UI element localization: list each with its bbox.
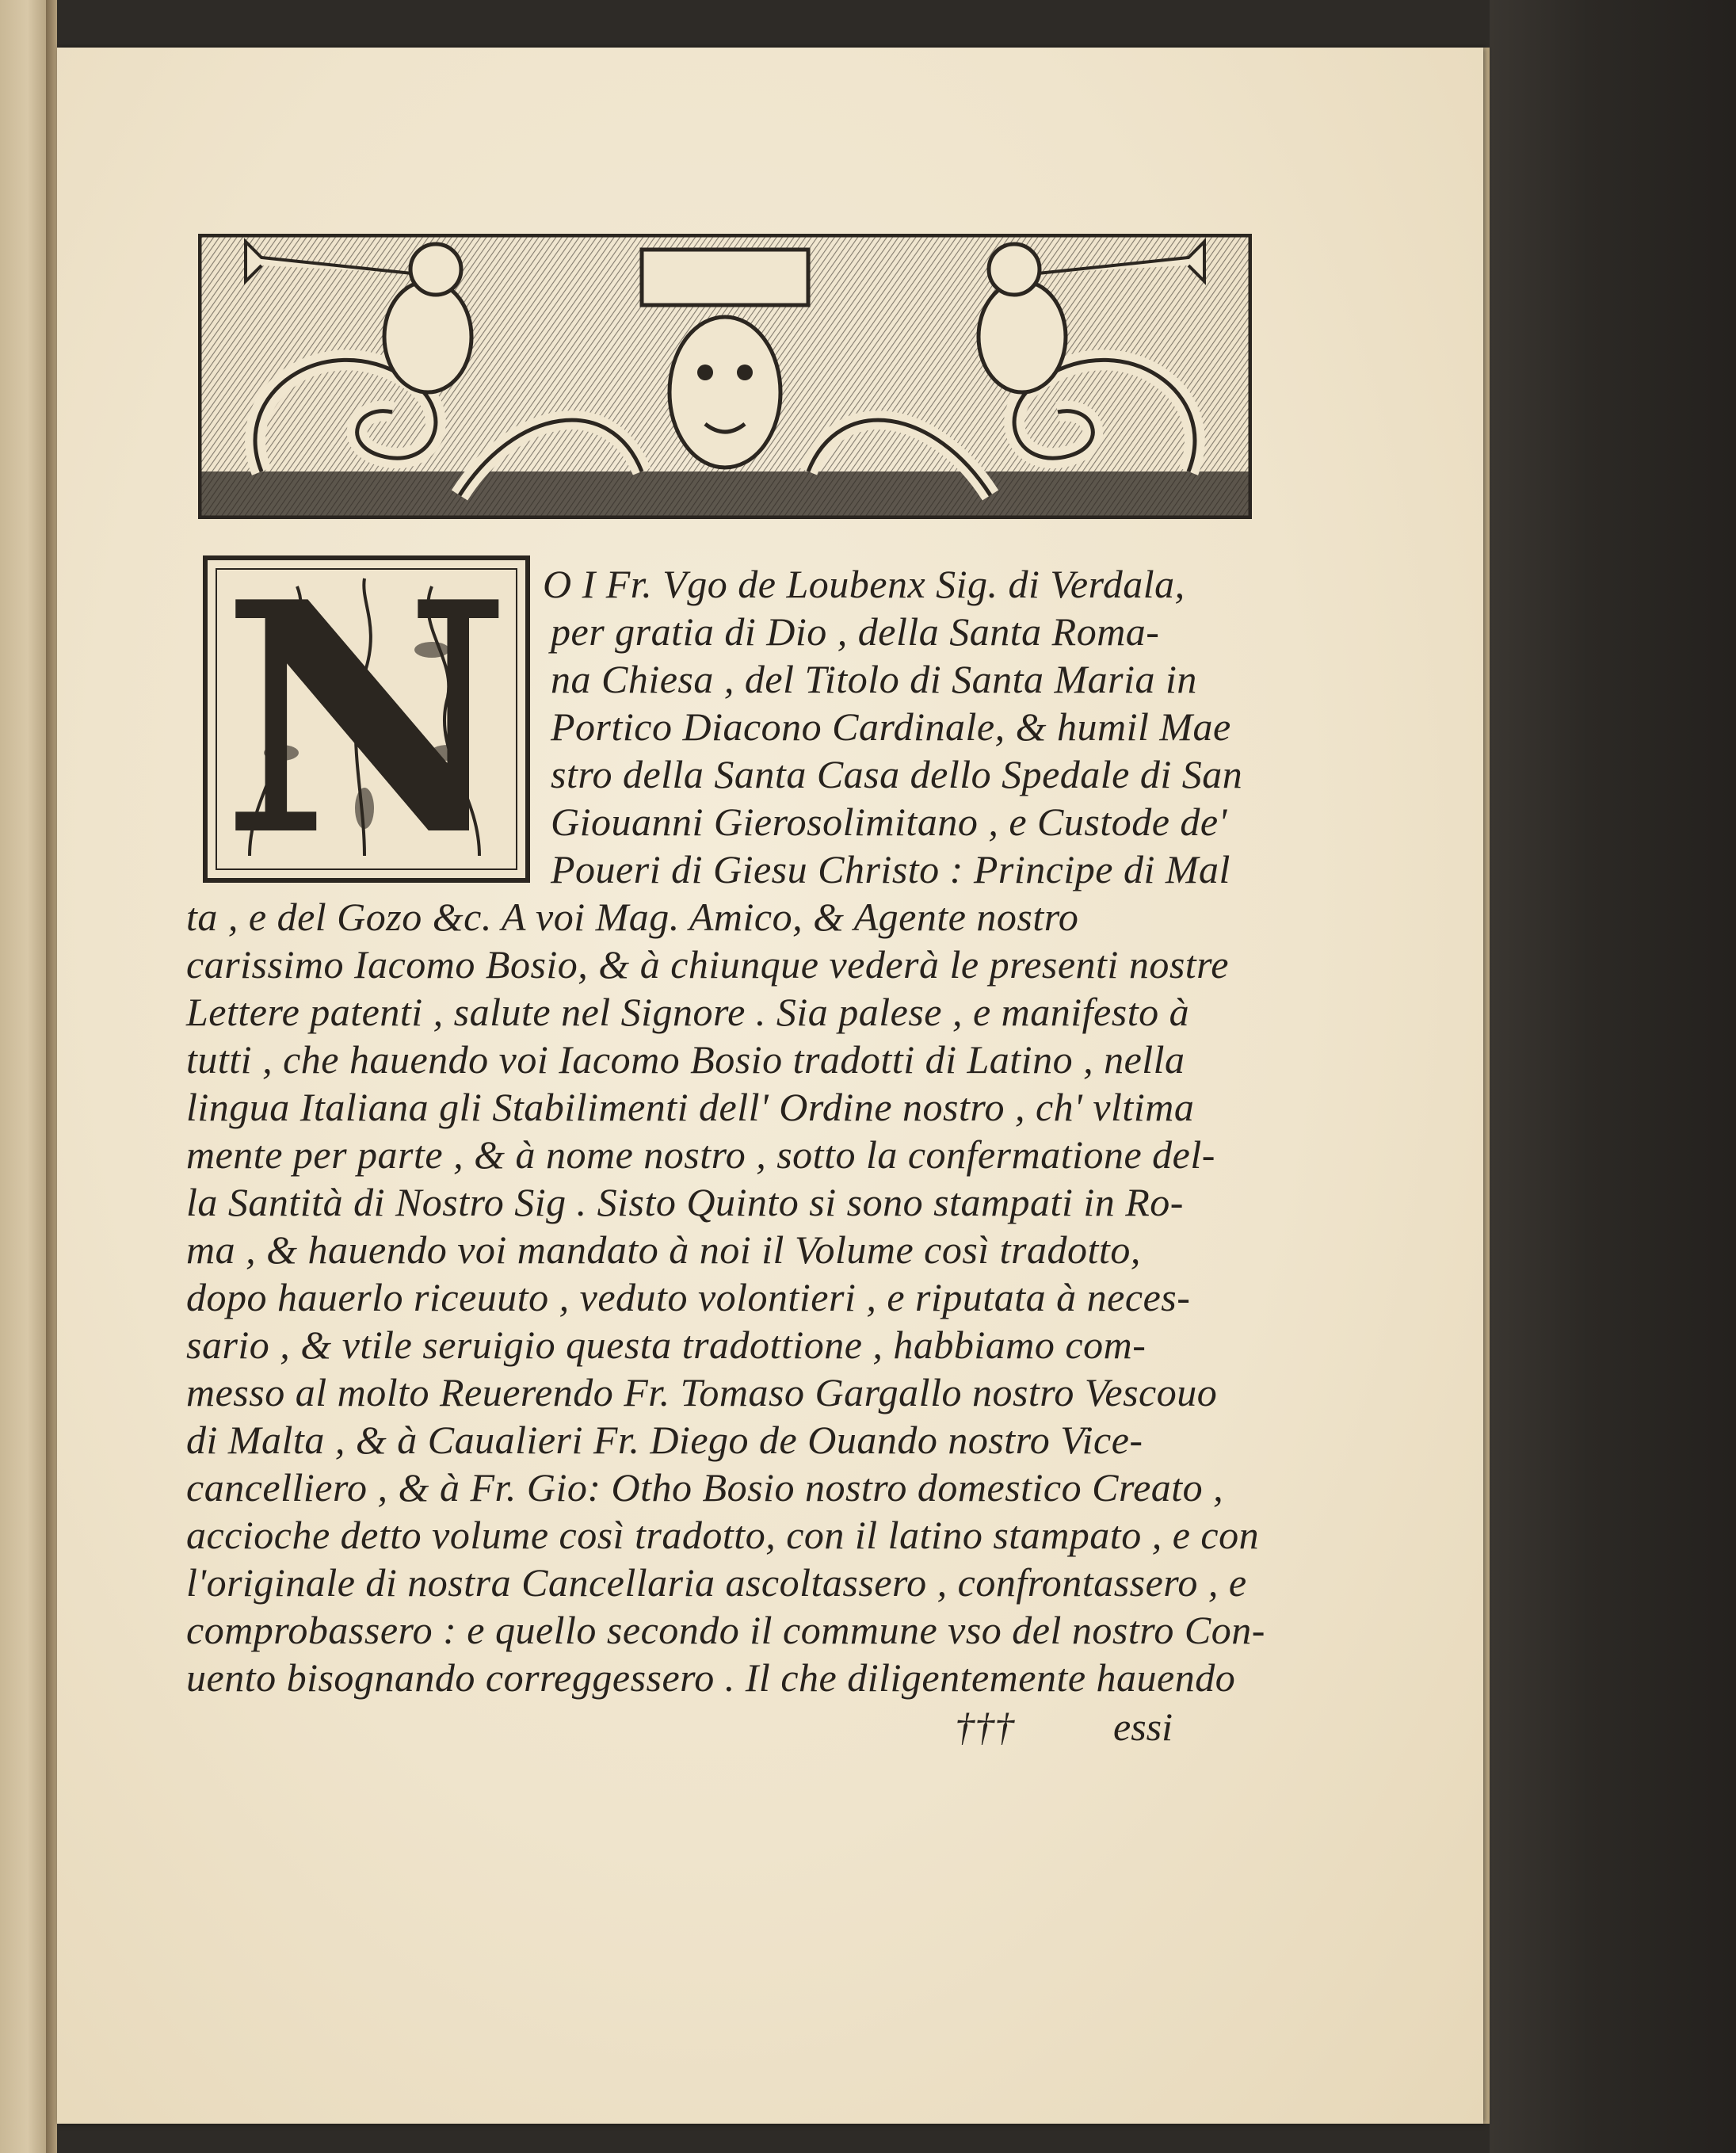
adjacent-page-edge — [0, 0, 46, 2153]
text-line: per gratia di Dio , della Santa Roma- — [551, 609, 1160, 654]
text-line: la Santità di Nostro Sig . Sisto Quinto si sono stampati in Ro- — [186, 1180, 1184, 1224]
text-line: Poueri di Giesu Christo : Principe di Mal — [551, 847, 1230, 891]
text-line: lingua Italiana gli Stabilimenti dell' Ordine nostro , ch' vltima — [186, 1085, 1195, 1129]
text-line: mente per parte , & à nome nostro , sotto la confermatione del- — [186, 1132, 1215, 1177]
text-line: Giouanni Gierosolimitano , e Custode de' — [551, 800, 1227, 844]
text-line: messo al molto Reuerendo Fr. Tomaso Gargallo nostro Vescouo — [186, 1370, 1218, 1414]
book-gutter — [46, 0, 57, 2153]
text-line: sario , & vtile seruigio questa tradottione , habbiamo com- — [186, 1323, 1147, 1367]
text-line: di Malta , & à Caualieri Fr. Diego de Ouando nostro Vice- — [186, 1418, 1143, 1462]
text-line: Portico Diacono Cardinale, & humil Mae — [551, 704, 1231, 749]
text-line: cancelliero , & à Fr. Gio: Otho Bosio nostro domestico Creato , — [186, 1465, 1224, 1510]
text-line: tutti , che hauendo voi Iacomo Bosio tradotti di Latino , nella — [186, 1037, 1185, 1082]
text-line: stro della Santa Casa dello Spedale di San — [551, 752, 1243, 796]
text-line: Lettere patenti , salute nel Signore . Sia palese , e manifesto à — [186, 990, 1190, 1034]
decorated-initial — [202, 533, 531, 906]
text-line: l'originale di nostra Cancellaria ascoltassero , confrontassero , e — [186, 1560, 1247, 1605]
text-line: ma , & hauendo voi mandato à noi il Volume così tradotto, — [186, 1227, 1141, 1272]
text-line: O I Fr. Vgo de Loubenx Sig. di Verdala, — [543, 562, 1185, 606]
text-line: carissimo Iacomo Bosio, & à chiunque vederà le presenti nostre — [186, 942, 1229, 987]
text-line: ta , e del Gozo &c. A voi Mag. Amico, & Agente nostro — [186, 895, 1079, 939]
dark-background — [1490, 0, 1736, 2153]
text-line: dopo hauerlo riceuuto , veduto volontieri , e riputata à neces- — [186, 1275, 1191, 1319]
text-line: accioche detto volume così tradotto, con il latino stampato , e con — [186, 1513, 1260, 1557]
text-line: comprobassero : e quello secondo il commune vso del nostro Con- — [186, 1608, 1265, 1652]
catchword: essi — [1113, 1704, 1173, 1749]
text-line: na Chiesa , del Titolo di Santa Maria in — [551, 657, 1197, 701]
headpiece-ornament-icon — [198, 234, 1252, 519]
initial-letter: N — [221, 533, 512, 906]
signature-mark: ††† — [955, 1704, 1014, 1749]
text-line: uento bisognando correggessero . Il che diligentemente hauendo — [186, 1655, 1236, 1700]
